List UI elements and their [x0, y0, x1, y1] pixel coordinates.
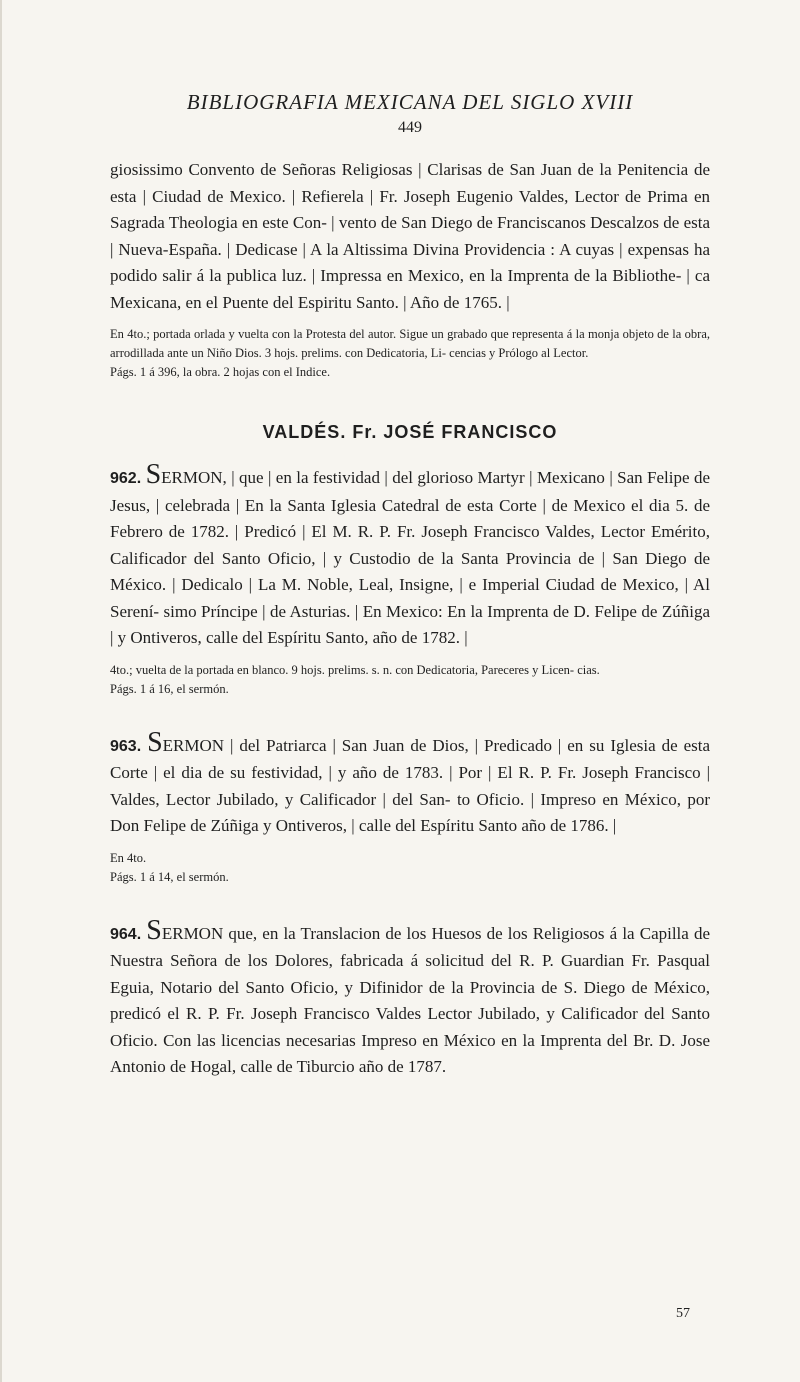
- entry-first-word: ERMON,: [161, 468, 227, 487]
- entry-body: que, en la Translacion de los Huesos de los Religiosos á la Capilla de Nuestra Señora de los Dolores, fabricada á solicitud del R. P. Guardian Fr. Pasqual Eguia, Notario del Santo Oficio, y Difinidor de la Provincia de S. Diego de México, predicó el R. P. Fr. Joseph Francisco Valdes Lector Jubilado, y Calificador del Santo Oficio. Con las licencias necesarias Impreso en México en la Imprenta del Br. D. Jose Antonio de Hogal, calle de Tiburcio año de 1787.: [110, 923, 710, 1076]
- entry-first-word: ERMON: [161, 923, 224, 943]
- entry-963: [110, 726, 710, 887]
- intro-note-2: Págs. 1 á 396, la obra. 2 hojas con el Indice.: [110, 365, 331, 379]
- entry-962: [110, 459, 711, 699]
- intro-text: giosissimo Convento de Señoras Religiosas | Clarisas de San Juan de la Penitencia de esta | Ciudad de Mexico. | Refierela | Fr. Joseph Eugenio Valdes, Lector de Prima en Sagrada Theologia en este Con- | vento de San Diego de Franciscanos Descalzos de esta | Nueva-España. | Dedicase | A la Altissima Divina Providencia : A cuyas | expensas ha podido salir á la publica luz. | Impressa en Mexico, en la Imprenta de la Bibliothe- | ca Mexicana, en el Puente del Espiritu Santo. | Año de 1765. |: [110, 160, 710, 312]
- page-number: 449: [398, 119, 422, 136]
- entry-initial: S: [147, 726, 163, 758]
- entry-note-1: En 4to.: [110, 850, 147, 865]
- entry-964: [110, 914, 710, 1081]
- intro-note-1: En 4to.; portada orlada y vuelta con la Protesta del autor. Sigue un grabado que representa á la monja objeto de la obra, arrodillada ante un Niño Dios. 3 hojs. prelims. con Dedicatoria, Li- cencias y Prólogo al Lector.: [110, 327, 710, 360]
- entry-initial: S: [146, 914, 162, 946]
- running-head: BIBLIOGRAFIA MEXICANA DEL SIGLO XVIII: [186, 90, 634, 114]
- entry-number: 962.: [110, 470, 142, 487]
- document-page: [110, 90, 710, 1115]
- entry-note-2: Págs. 1 á 16, el sermón.: [110, 681, 229, 696]
- entry-text: [110, 459, 711, 652]
- entry-note-2: Págs. 1 á 14, el sermón.: [110, 869, 229, 884]
- entry-initial: S: [145, 459, 162, 490]
- entry-body: | del Patriarca | San Juan de Dios, | Predicado | en su Iglesia de esta Corte | el dia de su festividad, | y año de 1783. | Por | El R. P. Fr. Joseph Francisco | Valdes, Lector Jubilado, y Calificador | del San- to Oficio. | Impreso en México, por Don Felipe de Zúñiga y Ontiveros, | calle del Espíritu Santo año de 1786. |: [110, 735, 710, 835]
- entry-number: 964.: [110, 925, 142, 943]
- page-edge: [0, 0, 2, 1382]
- signature-mark: 57: [676, 1306, 690, 1321]
- entry-body: | que | en la festividad | del glorioso Martyr | Mexicano | San Felipe de Jesus, | celebrada | En la Santa Iglesia Catedral de esta Corte | de Mexico el dia 5. de Febrero de 1782. | Predicó | El M. R. P. Fr. Joseph Francisco Valdes, Lector Emérito, Calificador del Santo Oficio, | y Custodio de la Santa Provincia de | San Diego de México. | Dedicalo | La M. Noble, Leal, Insigne, | e Imperial Ciudad de Mexico, | Al Serení- simo Príncipe | de Asturias. | En Mexico: En la Imprenta de D. Felipe de Zúñiga | y Ontiveros, calle del Espíritu Santo, año de 1782. |: [110, 468, 711, 647]
- author-heading: VALDÉS. Fr. JOSÉ FRANCISCO: [262, 422, 558, 442]
- entry-note-1: 4to.; vuelta de la portada en blanco. 9 hojs. prelims. s. n. con Dedicatoria, Pareceres y Licen- cias.: [110, 662, 600, 677]
- entry-number: 963.: [110, 737, 142, 755]
- entry-text: [110, 914, 710, 1081]
- entry-text: [110, 726, 710, 840]
- entry-first-word: ERMON: [162, 735, 225, 755]
